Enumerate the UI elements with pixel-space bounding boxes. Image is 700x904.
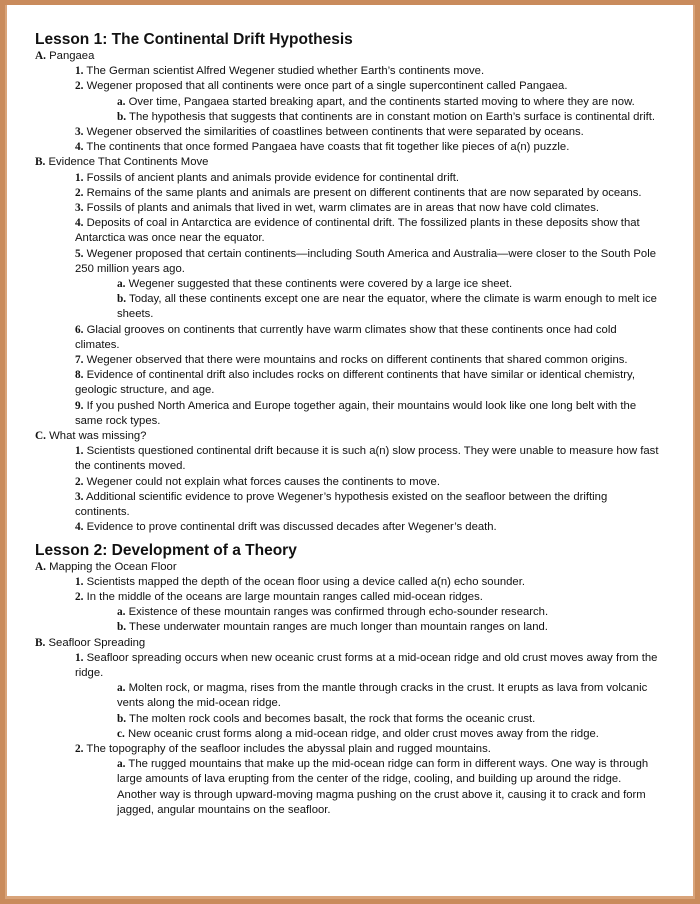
subitem-text: Wegener suggested that these continents were covered by a large ice sheet. xyxy=(128,278,513,291)
outline-subitem xyxy=(35,727,663,742)
outline-item xyxy=(35,125,663,140)
outline-item xyxy=(35,64,663,79)
subitem-text: Today, all these continents except one are near the equator, where the climate is warm enough to melt ice sheets. xyxy=(117,293,657,321)
item-number: 6. xyxy=(75,323,84,336)
outline-subitem xyxy=(35,605,663,620)
section-heading-text: What was missing? xyxy=(49,430,147,443)
section-heading xyxy=(35,636,663,651)
subitem-letter: a. xyxy=(117,606,126,619)
outline-subitem xyxy=(35,681,663,711)
item-number: 7. xyxy=(75,354,84,367)
item-number: 9. xyxy=(75,399,84,412)
worksheet-page xyxy=(7,5,693,896)
outline-item xyxy=(35,575,663,590)
subitem-text: Over time, Pangaea started breaking apart, and the continents started moving to where they are now. xyxy=(128,95,635,108)
outline-item xyxy=(35,323,663,353)
item-number: 1. xyxy=(75,171,84,184)
outline-item xyxy=(35,490,663,520)
section-heading xyxy=(35,560,663,575)
item-text: Wegener proposed that all continents were once part of a single supercontinent called Pangaea. xyxy=(86,80,568,93)
item-text: Wegener observed that there were mountains and rocks on different continents that shared common origins. xyxy=(86,354,628,367)
item-number: 2. xyxy=(75,186,84,199)
outline-item xyxy=(35,590,663,605)
section-heading xyxy=(35,155,663,170)
notes-content xyxy=(35,31,663,818)
section-label: A. xyxy=(35,560,46,573)
subitem-letter: a. xyxy=(117,278,126,291)
item-text: The German scientist Alfred Wegener studied whether Earth’s continents move. xyxy=(86,65,485,78)
subitem-letter: b. xyxy=(117,621,127,634)
subitem-text: Molten rock, or magma, rises from the mantle through cracks in the crust. It erupts as lava from volcanic vents along the mid-ocean ridge. xyxy=(117,682,648,710)
subitem-letter: b. xyxy=(117,110,127,123)
subitem-text: The rugged mountains that make up the mid-ocean ridge can form in different ways. One way is through large amounts of lava erupting from the center of the ridge, cooling, and building up around the ridge. Another way is through upward-moving magma pushing on the crust above it, causing it to crack and form jagged, angular mountains on the seafloor. xyxy=(117,758,649,816)
section-heading xyxy=(35,429,663,444)
item-text: Additional scientific evidence to prove Wegener’s hypothesis existed on the seafloor between the drifting continents. xyxy=(75,490,608,519)
subitem-letter: c. xyxy=(117,727,125,740)
item-number: 1. xyxy=(75,65,84,78)
outline-subitem xyxy=(35,620,663,635)
outline-item xyxy=(35,475,663,490)
outline-item xyxy=(35,247,663,277)
item-number: 1. xyxy=(75,445,84,458)
section-heading-text: Pangaea xyxy=(49,50,95,62)
item-text: Fossils of ancient plants and animals provide evidence for continental drift. xyxy=(86,171,459,184)
section-heading-text: Mapping the Ocean Floor xyxy=(49,560,177,573)
outline-item xyxy=(35,399,663,429)
item-number: 4. xyxy=(75,521,84,534)
outline-item xyxy=(35,651,663,681)
item-number: 3. xyxy=(75,126,84,139)
item-text: Remains of the same plants and animals are present on different continents that are now separated by oceans. xyxy=(86,186,642,199)
item-number: 2. xyxy=(75,80,84,93)
outline-item xyxy=(35,140,663,155)
subitem-text: Existence of these mountain ranges was confirmed through echo-sounder research. xyxy=(128,606,549,619)
item-number: 2. xyxy=(75,475,84,488)
item-text: Wegener observed the similarities of coastlines between continents that were separated by oceans. xyxy=(86,126,584,139)
section-heading-text: Evidence That Continents Move xyxy=(48,156,209,169)
outline-subitem xyxy=(35,712,663,727)
outline-item xyxy=(35,216,663,246)
item-number: 4. xyxy=(75,141,84,154)
subitem-letter: b. xyxy=(117,293,127,306)
outline-subitem xyxy=(35,95,663,110)
item-text: Wegener could not explain what forces causes the continents to move. xyxy=(86,475,440,488)
item-text: In the middle of the oceans are large mountain ranges called mid-ocean ridges. xyxy=(86,590,483,603)
outline-item xyxy=(35,353,663,368)
lesson-title: Lesson 1: The Continental Drift Hypothesis xyxy=(35,31,353,48)
item-number: 3. xyxy=(75,490,84,503)
item-number: 1. xyxy=(75,575,84,588)
item-text: Glacial grooves on continents that currently have warm climates show that these continents once had cold climates. xyxy=(75,323,617,351)
subitem-letter: b. xyxy=(117,712,127,725)
outline-item xyxy=(35,742,663,757)
outline-item xyxy=(35,520,663,535)
item-text: Fossils of plants and animals that lived in wet, warm climates are in areas that now have cold climates. xyxy=(86,202,599,215)
item-text: Seafloor spreading occurs when new oceanic crust forms at a mid-ocean ridge and old crust moves away from the ridge. xyxy=(75,651,658,679)
outline-subitem xyxy=(35,277,663,292)
subitem-letter: a. xyxy=(117,758,126,771)
subitem-letter: a. xyxy=(117,682,126,695)
item-number: 4. xyxy=(75,217,84,230)
item-number: 2. xyxy=(75,742,84,755)
item-number: 1. xyxy=(75,651,84,664)
subitem-text: The hypothesis that suggests that continents are in constant motion on Earth’s surface is continental drift. xyxy=(129,110,656,123)
outline-item xyxy=(35,79,663,94)
item-text: The topography of the seafloor includes the abyssal plain and rugged mountains. xyxy=(86,742,491,755)
outline-item xyxy=(35,171,663,186)
item-number: 2. xyxy=(75,590,84,603)
outline-item xyxy=(35,368,663,398)
item-text: Evidence to prove continental drift was discussed decades after Wegener’s death. xyxy=(86,521,497,534)
subitem-text: New oceanic crust forms along a mid-ocean ridge, and older crust moves away from the ridge. xyxy=(127,727,599,740)
item-text: Scientists mapped the depth of the ocean floor using a device called a(n) echo sounder. xyxy=(86,575,525,588)
outline-item xyxy=(35,201,663,216)
lesson-title: Lesson 2: Development of a Theory xyxy=(35,541,297,559)
item-text: Deposits of coal in Antarctica are evidence of continental drift. The fossilized plants in these deposits show that Antarctica was once near the equator. xyxy=(75,217,640,245)
item-text: If you pushed North America and Europe together again, their mountains would look like one long belt with the same rock types. xyxy=(75,399,637,427)
item-text: Evidence of continental drift also includes rocks on different continents that have similar or identical chemistry, geologic structure, and age. xyxy=(75,369,636,397)
section-label: C. xyxy=(35,430,46,443)
outline-item xyxy=(35,186,663,201)
subitem-text: These underwater mountain ranges are much longer than mountain ranges on land. xyxy=(129,621,548,634)
outline-subitem xyxy=(35,292,663,322)
section-label: B. xyxy=(35,636,46,649)
subitem-text: The molten rock cools and becomes basalt, the rock that forms the oceanic crust. xyxy=(129,712,536,725)
item-text: Wegener proposed that certain continents—including South America and Australia—were closer to the South Pole 250 million years ago. xyxy=(75,247,656,275)
outline-subitem xyxy=(35,757,663,818)
section-heading xyxy=(35,49,663,64)
section-label: B. xyxy=(35,156,46,169)
outline-item xyxy=(35,444,663,474)
item-text: The continents that once formed Pangaea have coasts that fit together like pieces of a(n) puzzle. xyxy=(86,141,570,154)
item-number: 8. xyxy=(75,369,84,382)
subitem-letter: a. xyxy=(117,95,126,108)
section-heading-text: Seafloor Spreading xyxy=(48,636,146,649)
item-number: 3. xyxy=(75,202,84,215)
item-text: Scientists questioned continental drift because it is such a(n) slow process. They were unable to measure how fast the continents moved. xyxy=(75,445,659,473)
section-label: A. xyxy=(35,50,46,62)
item-number: 5. xyxy=(75,247,84,260)
outline-subitem xyxy=(35,110,663,125)
